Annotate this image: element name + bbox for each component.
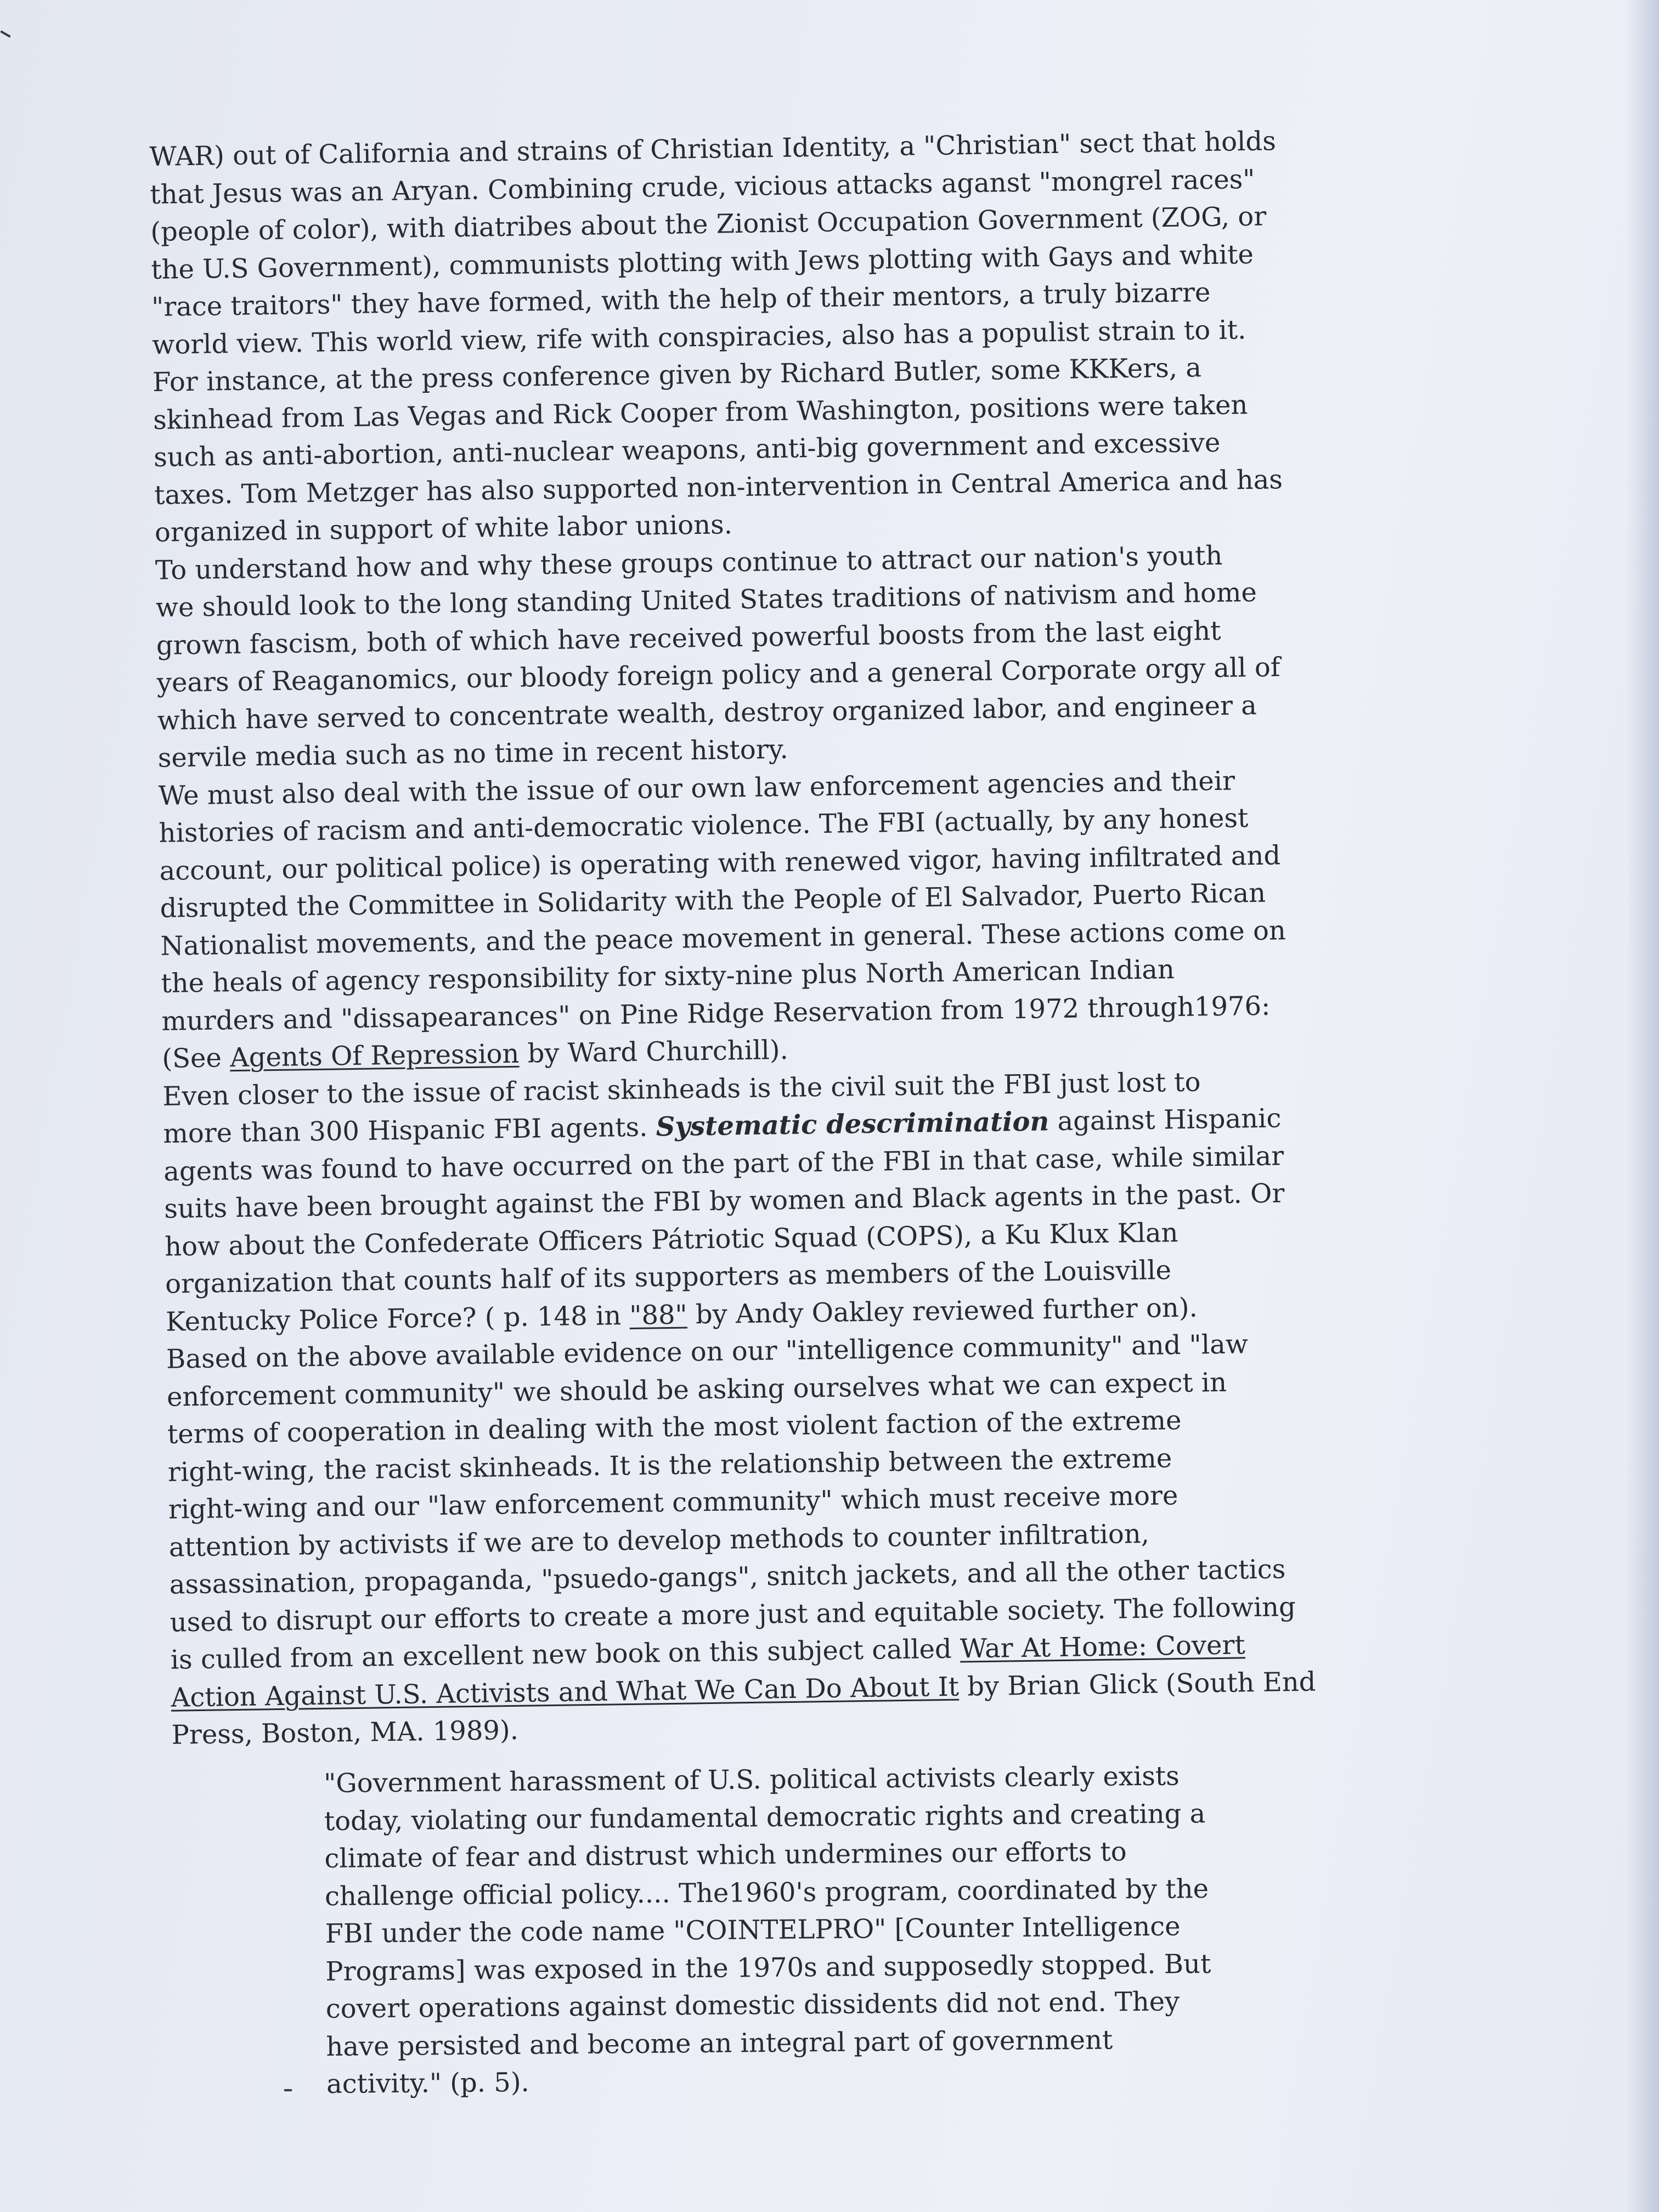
- citation-suffix: by Brian Glick (South End: [958, 1666, 1316, 1702]
- text-line: assassination, propaganda, "psuedo-gangs", snitch jackets, and all the other tactics: [169, 1554, 1286, 1600]
- block-quote: [324, 1756, 1369, 2103]
- text-line: enforcement community" we should be asking ourselves what we can expect in: [166, 1367, 1227, 1413]
- quote-line: Programs] was exposed in the 1970s and supposedly stopped. But: [325, 1948, 1211, 1987]
- text-line: histories of racism and anti-democratic violence. The FBI (actually, by any honest: [159, 803, 1249, 849]
- text-line: the heals of agency responsibility for sixty-nine plus North American Indian: [161, 954, 1175, 999]
- text-line: organization that counts half of its supporters as members of the Louisville: [165, 1255, 1172, 1300]
- dash-mark: [284, 2089, 292, 2091]
- text-line: organized in support of white labor unions.: [154, 509, 733, 548]
- text-line: used to disrupt our efforts to create a more just and equitable society. The following: [170, 1591, 1296, 1638]
- quote-line: FBI under the code name "COINTELPRO" [Counter Intelligence: [325, 1911, 1181, 1949]
- text-line: attention by activists if we are to develop methods to counter infiltration,: [168, 1518, 1150, 1563]
- text-line: skinhead from Las Vegas and Rick Cooper from Washington, positions were taken: [153, 389, 1248, 436]
- citation-prefix: is culled from an excellent new book on this subject called: [170, 1633, 961, 1675]
- text-line: To understand how and why these groups continue to attract our nation's youth: [155, 540, 1223, 586]
- quote-line: have persisted and become an integral part of government: [326, 2024, 1113, 2062]
- text-line: murders and "dissapearances" on Pine Ridge Reservation from 1972 through1976:: [161, 990, 1271, 1037]
- citation-title: Agents Of Repression: [229, 1038, 520, 1074]
- quote-line: "Government harassment of U.S. political activists clearly exists: [324, 1760, 1180, 1799]
- text-line: grown fascism, both of which have received powerful boosts from the last eight: [156, 615, 1221, 661]
- text-line: "race traitors" they have formed, with the help of their mentors, a truly bizarre: [151, 277, 1211, 323]
- page-edge-shadow: [1626, 0, 1659, 2212]
- text-line: servile media such as no time in recent history.: [157, 733, 789, 774]
- text-line: years of Reaganomics, our bloody foreign policy and a general Corporate orgy all of: [156, 652, 1280, 698]
- text-line: we should look to the long standing United States traditions of nativism and home: [155, 577, 1257, 623]
- text-line: terms of cooperation in dealing with the most violent faction of the extreme: [167, 1404, 1182, 1450]
- text-line: agents was found to have occurred on the part of the FBI in that case, while similar: [163, 1140, 1284, 1187]
- citation-prefix: (See: [162, 1042, 230, 1074]
- text-line: disrupted the Committee in Solidarity with the People of El Salvador, Puerto Rican: [160, 877, 1266, 924]
- text-line: WAR) out of California and strains of Christian Identity, a "Christian" sect that holds: [149, 126, 1277, 172]
- text-line: suits have been brought against the FBI by women and Black agents in the past. Or: [163, 1178, 1285, 1224]
- text-line: such as anti-abortion, anti-nuclear weapons, anti-big government and excessive: [153, 427, 1221, 473]
- corner-mark: [0, 30, 10, 37]
- quote-line: covert operations against domestic dissidents did not end. They: [325, 1986, 1180, 2024]
- text-line: (people of color), with diatribes about the Zionist Occupation Government (ZOG, or: [150, 201, 1267, 247]
- text-line: world view. This world view, rife with conspiracies, also has a populist strain to it.: [151, 314, 1246, 360]
- citation-suffix: by Ward Churchill).: [518, 1034, 789, 1069]
- text-line: Press, Boston, MA. 1989).: [171, 1714, 519, 1751]
- quote-line: today, violating our fundamental democratic rights and creating a: [324, 1798, 1206, 1837]
- text-line: that Jesus was an Aryan. Combining crude, vicious attacks aganst "mongrel races": [150, 163, 1255, 210]
- text-line: which have served to concentrate wealth, destroy organized labor, and engineer a: [157, 690, 1257, 736]
- text-fragment: more than 300 Hispanic FBI agents.: [162, 1111, 657, 1149]
- text-line: right-wing, the racist skinheads. It is the relationship between the extreme: [167, 1442, 1172, 1488]
- text-line: We must also deal with the issue of our own law enforcement agencies and their: [158, 765, 1235, 811]
- text-line: For instance, at the press conference given by Richard Butler, some KKKers, a: [152, 352, 1202, 398]
- text-fragment: against Hispanic: [1048, 1103, 1282, 1137]
- citation-title: "88": [629, 1299, 688, 1331]
- citation-prefix: Kentucky Police Force? ( p. 148 in: [165, 1300, 630, 1338]
- citation-suffix: by Andy Oakley reviewed further on).: [687, 1292, 1198, 1330]
- text-line: how about the Confederate Officers Pátriotic Squad (COPS), a Ku Klux Klan: [164, 1217, 1178, 1262]
- text-line: Nationalist movements, and the peace movement in general. These actions come on: [160, 915, 1286, 962]
- quote-line: climate of fear and distrust which undermines our efforts to: [324, 1836, 1127, 1874]
- text-line: taxes. Tom Metzger has also supported non-intervention in Central America and has: [154, 464, 1283, 511]
- quote-line: challenge official policy.... The1960's program, coordinated by the: [324, 1873, 1209, 1912]
- text-line: the U.S Government), communists plotting with Jews plotting with Gays and white: [150, 239, 1254, 285]
- book-title: Action Against U.S. Activists and What We Can Do About It: [171, 1671, 960, 1713]
- quote-line: activity." (p. 5).: [326, 2067, 530, 2100]
- emphasis-text: Systematic descrimination: [656, 1106, 1049, 1143]
- text-line: account, our political police) is operating with renewed vigor, having infiltrated and: [159, 839, 1281, 887]
- body-text: [149, 120, 1455, 1754]
- text-line: Based on the above available evidence on our "intelligence community" and "law: [166, 1329, 1249, 1375]
- text-line: Even closer to the issue of racist skinheads is the civil suit the FBI just lost to: [162, 1066, 1201, 1112]
- book-title: War At Home: Covert: [960, 1629, 1246, 1664]
- text-line: right-wing and our "law enforcement community" which must receive more: [168, 1480, 1178, 1525]
